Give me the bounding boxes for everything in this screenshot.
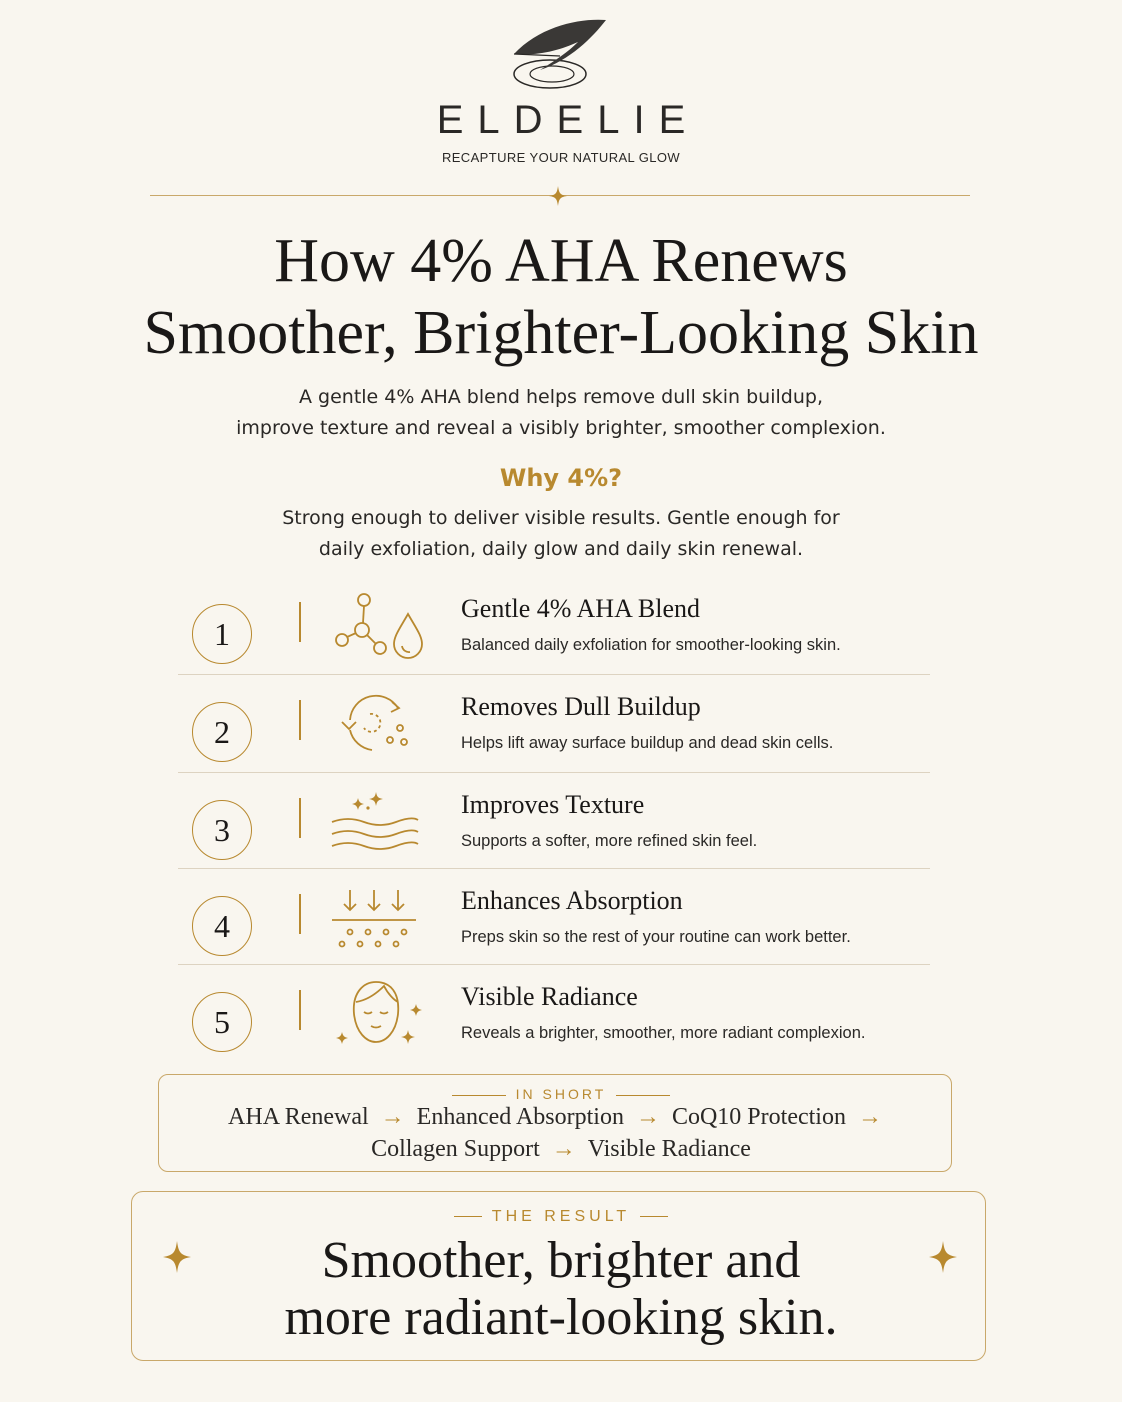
step-divider [178, 674, 930, 675]
in-short-flow-line-2 [0, 1136, 1122, 1163]
step-1 [178, 590, 930, 686]
in-short-label [0, 1086, 1122, 1102]
step-divider [178, 868, 930, 869]
intro-line-2: improve texture and reveal a visibly brighter, smoother complexion. [236, 417, 886, 439]
step-title: Enhances Absorption [461, 886, 683, 915]
step-title: Removes Dull Buildup [461, 692, 701, 721]
why-heading: Why 4%? [499, 464, 623, 492]
sparkle-icon [929, 1241, 957, 1273]
feather-logo-icon [500, 16, 620, 96]
brand-name: ELDELIE [436, 98, 700, 142]
flow-item: Enhanced Absorption [416, 1104, 624, 1130]
result-label [0, 1208, 1122, 1226]
step-description: Balanced daily exfoliation for smoother-looking skin. [461, 636, 841, 654]
step-divider [178, 772, 930, 773]
molecule-droplet-icon [328, 592, 428, 664]
step-number: 1 [192, 604, 252, 664]
flow-item: Visible Radiance [587, 1136, 751, 1162]
arrow-right-icon: → [380, 1104, 405, 1130]
step-separator [299, 990, 301, 1030]
page-title [0, 228, 1122, 366]
intro-text [0, 382, 1122, 444]
step-description: Supports a softer, more refined skin feel. [461, 832, 758, 850]
step-title: Improves Texture [461, 790, 645, 819]
in-short-flow-line-1 [0, 1104, 1122, 1131]
step-separator [299, 602, 301, 642]
result-label-text: THE RESULT [491, 1208, 631, 1225]
step-description: Helps lift away surface buildup and dead skin cells. [461, 734, 834, 752]
arrow-right-icon: → [635, 1104, 660, 1130]
absorption-arrows-icon [328, 884, 428, 956]
why-text [0, 503, 1122, 565]
step-number: 2 [192, 702, 252, 762]
step-5 [178, 978, 930, 1074]
radiant-face-icon [328, 980, 428, 1052]
step-separator [299, 894, 301, 934]
sparkle-icon [163, 1241, 191, 1273]
step-description: Preps skin so the rest of your routine can work better. [461, 928, 851, 946]
sparkle-waves-icon [328, 788, 428, 860]
sparkle-icon [549, 186, 567, 206]
title-line-2: Smoother, Brighter-Looking Skin [143, 299, 979, 367]
why-line-1: Strong enough to deliver visible results. Gentle enough for [282, 507, 840, 529]
title-line-1: How 4% AHA Renews [274, 227, 848, 295]
intro-line-1: A gentle 4% AHA blend helps remove dull skin buildup, [299, 386, 823, 408]
step-title: Visible Radiance [461, 982, 638, 1011]
in-short-label-text: IN SHORT [515, 1086, 607, 1102]
flow-item: Collagen Support [371, 1136, 540, 1162]
why-line-2: daily exfoliation, daily glow and daily skin renewal. [318, 538, 804, 560]
step-title: Gentle 4% AHA Blend [461, 594, 701, 623]
step-number: 3 [192, 800, 252, 860]
step-separator [299, 700, 301, 740]
result-line-1: Smoother, brighter and [321, 1232, 801, 1289]
brand-tagline: RECAPTURE YOUR NATURAL GLOW [441, 150, 681, 165]
step-number: 4 [192, 896, 252, 956]
result-line-2: more radiant-looking skin. [284, 1289, 838, 1346]
step-separator [299, 798, 301, 838]
step-number: 5 [192, 992, 252, 1052]
flow-item: AHA Renewal [228, 1104, 369, 1130]
step-2 [178, 688, 930, 784]
flow-item: CoQ10 Protection [671, 1104, 846, 1130]
step-divider [178, 964, 930, 965]
step-description: Reveals a brighter, smoother, more radiant complexion. [461, 1024, 866, 1042]
renewal-cycle-icon [328, 690, 428, 762]
arrow-right-icon: → [857, 1104, 882, 1130]
arrow-right-icon: → [551, 1136, 576, 1162]
